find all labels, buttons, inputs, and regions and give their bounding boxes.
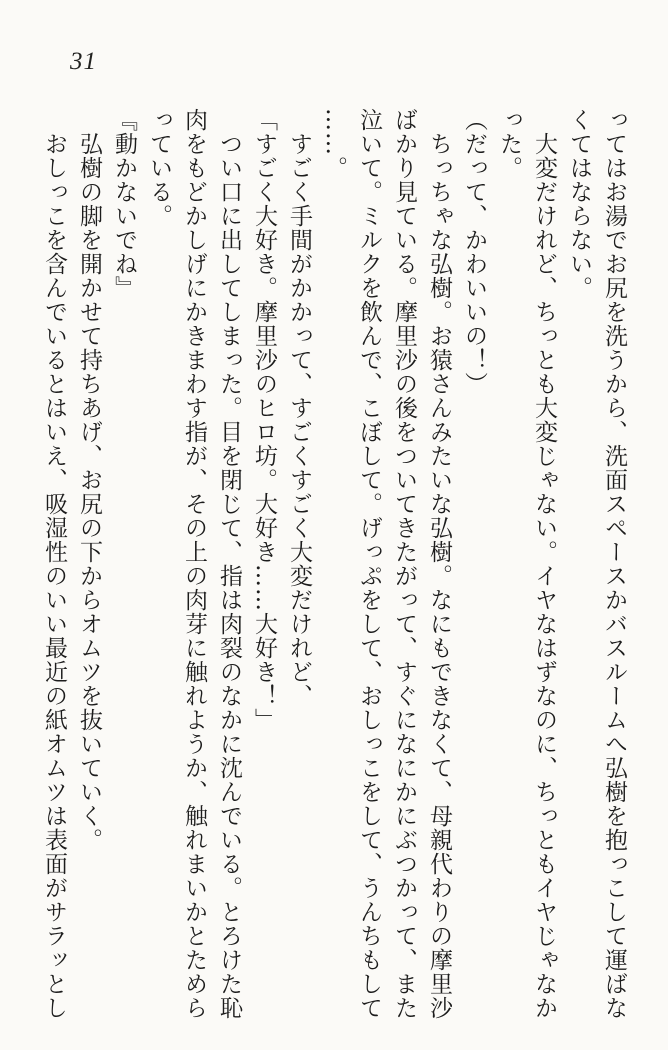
vertical-text-block	[36, 108, 631, 1020]
text-column: 大変だけれど、ちっとも大変じゃない。イヤなはずなのに、ちっともイヤじゃなか	[531, 108, 557, 1020]
text-column: ばかり見ている。摩里沙の後をついてきたがって、すぐになにかにぶつかって、また	[391, 108, 417, 1020]
text-column: 弘樹の脚を開かせて持ちあげ、お尻の下からオムツを抜いていく。	[76, 108, 102, 852]
text-column: ってはお湯でお尻を洗うから、洗面スペースかバスルームへ弘樹を抱っこして運ばな	[601, 108, 627, 1020]
text-column: っている。	[146, 108, 172, 228]
text-column: 「すごく大好き。摩里沙のヒロ坊。大好き……大好き！」	[251, 108, 277, 732]
text-column: ……。	[321, 108, 347, 180]
text-column: った。	[496, 108, 522, 180]
text-column: 『動かないでね』	[111, 108, 137, 300]
text-column: くてはならない。	[566, 108, 592, 300]
text-column: おしっこを含んでいるとはいえ、吸湿性のいい最近の紙オムツは表面がサラッとし	[41, 108, 67, 1020]
text-column: すごく手間がかかって、すごくすごく大変だけれど、	[286, 108, 312, 708]
text-column: 泣いて。ミルクを飲んで、こぼして。げっぷをして、おしっこをして、うんちもして	[356, 108, 382, 1020]
text-column: （だって、かわいいの！）	[461, 108, 487, 396]
text-column: ちっちゃな弘樹。お猿さんみたいな弘樹。なにもできなくて、母親代わりの摩里沙	[426, 108, 452, 1020]
text-column: つい口に出してしまった。目を閉じて、指は肉裂のなかに沈んでいる。とろけた恥	[216, 108, 242, 1020]
page-number: 31	[70, 48, 97, 75]
text-column: 肉をもどかしげにかきまわす指が、その上の肉芽に触れようか、触れまいかとためら	[181, 108, 207, 1020]
